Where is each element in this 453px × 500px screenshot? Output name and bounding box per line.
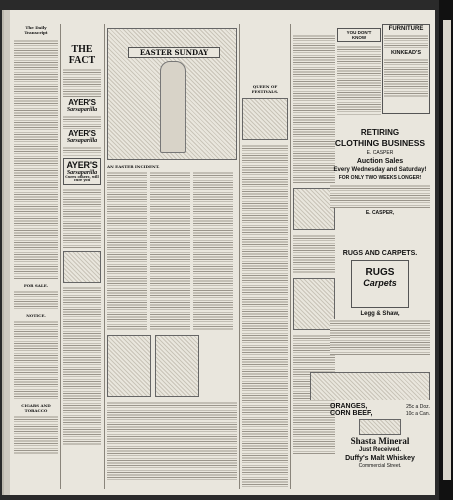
column-rule [290,24,291,489]
rugs-carpets-box [351,260,409,308]
vignette [310,372,430,400]
easter-illustration [107,28,237,160]
ayers-heading: AYER'S [68,98,96,107]
column-2-text [63,188,101,248]
auction-heading: Auction Sales [356,158,404,165]
column-4 [242,24,288,489]
corn-beef-label: CORN BEEF, [330,410,373,417]
bottle-illustration [359,419,401,435]
oranges-row [330,403,430,410]
furniture-heading: FURNITURE [388,26,424,32]
masthead: The Daily Transcript [24,25,48,35]
column-5-illustration [293,188,335,230]
dont-know-text [337,45,381,115]
sarsaparilla-label-3: Sarsaparilla [66,170,98,176]
dont-know-heading: YOU DON'T KNOW [337,28,381,42]
notice-text [14,320,58,400]
sketch-illustration [155,335,199,397]
retiring-ad [330,128,430,246]
just-received: Just Received. [358,447,402,453]
column-rule [60,24,61,489]
for-sale-text [14,290,58,310]
fact-text [63,68,101,98]
cigars-heading: CIGARS AND TOBACCO [21,403,51,413]
legg-shaw: Legg & Shaw, [360,311,400,317]
newspaper-page [10,10,435,495]
festival-illustration [242,98,288,140]
retiring-heading: RETIRING [360,128,400,137]
casper-signature: E. CASPER, [365,210,395,216]
sketches [107,335,237,397]
for-sale-heading: FOR SALE. [23,283,49,288]
duffy-heading: Duffy's Malt Whiskey [345,455,415,462]
column-5-illustration-2 [293,278,335,330]
ayers-heading-3: AYER'S [66,160,98,170]
column-2 [63,24,101,489]
rugs-text [330,319,430,355]
easter-banner: EASTER SUNDAY [128,47,220,58]
sketch-illustration [107,335,151,397]
ayers-box [63,158,101,185]
column-1 [14,24,58,489]
can-price: 10c a Can. [405,410,430,417]
carpets-box-label: Carpets [363,278,397,288]
figures-illustration [310,372,430,400]
portrait-illustration [63,251,101,283]
furniture-text [384,34,428,48]
column-5-text-2 [293,234,335,274]
grocer-ad [330,403,430,489]
column-5-text [293,34,335,184]
rugs-ad [330,250,430,370]
kinkead-text [384,58,428,98]
fact-heading: THE FACT [68,44,96,66]
column-rule [104,24,105,489]
ad-text-2 [63,146,101,156]
corn-beef-row [330,410,430,417]
ayers-heading-2: AYER'S [68,129,96,138]
doz-price: 25c a Doz. [406,403,430,410]
furniture-ad [382,24,430,114]
two-weeks-heading: FOR ONLY TWO WEEKS LONGER! [338,175,422,181]
sarsaparilla-label: Sarsaparilla [66,107,98,113]
sarsaparilla-label-2: Sarsaparilla [66,138,98,144]
retiring-text [330,184,430,208]
cures-tagline: Cures others, will cure you [65,175,99,183]
adjacent-page-strip [443,20,451,480]
easter-article [107,171,237,331]
cigars-text [14,415,58,455]
festivals-heading: QUEEN OF FESTIVALS. [251,84,279,94]
clothing-heading: CLOTHING BUSINESS [334,138,426,148]
casper-name: E. CASPER [366,150,394,156]
article-text [107,171,147,331]
column-2-text-lower [63,286,101,446]
column-3 [107,24,237,489]
ad-text [63,115,101,129]
column-1-text [14,39,58,279]
column-5 [293,24,335,489]
rugs-box-label: RUGS [365,267,395,278]
article-text-lower [107,401,237,481]
shasta-heading: Shasta Mineral [350,436,410,446]
column-rule [239,24,240,489]
column-4-text [242,144,288,489]
commercial-street: Commercial Street. [358,463,402,469]
notice-heading: NOTICE. [26,313,46,318]
kinkead-heading: KINKEAD'S [390,50,422,56]
rugs-heading: RUGS AND CARPETS. [342,250,418,257]
article-heading: AN EASTER INCIDENT. [107,164,160,169]
oranges-label: ORANGES, [330,403,368,410]
article-text [150,171,190,331]
article-text [193,171,233,331]
every-heading: Every Wednesday and Saturday! [333,167,427,173]
lady-figure [160,61,186,153]
